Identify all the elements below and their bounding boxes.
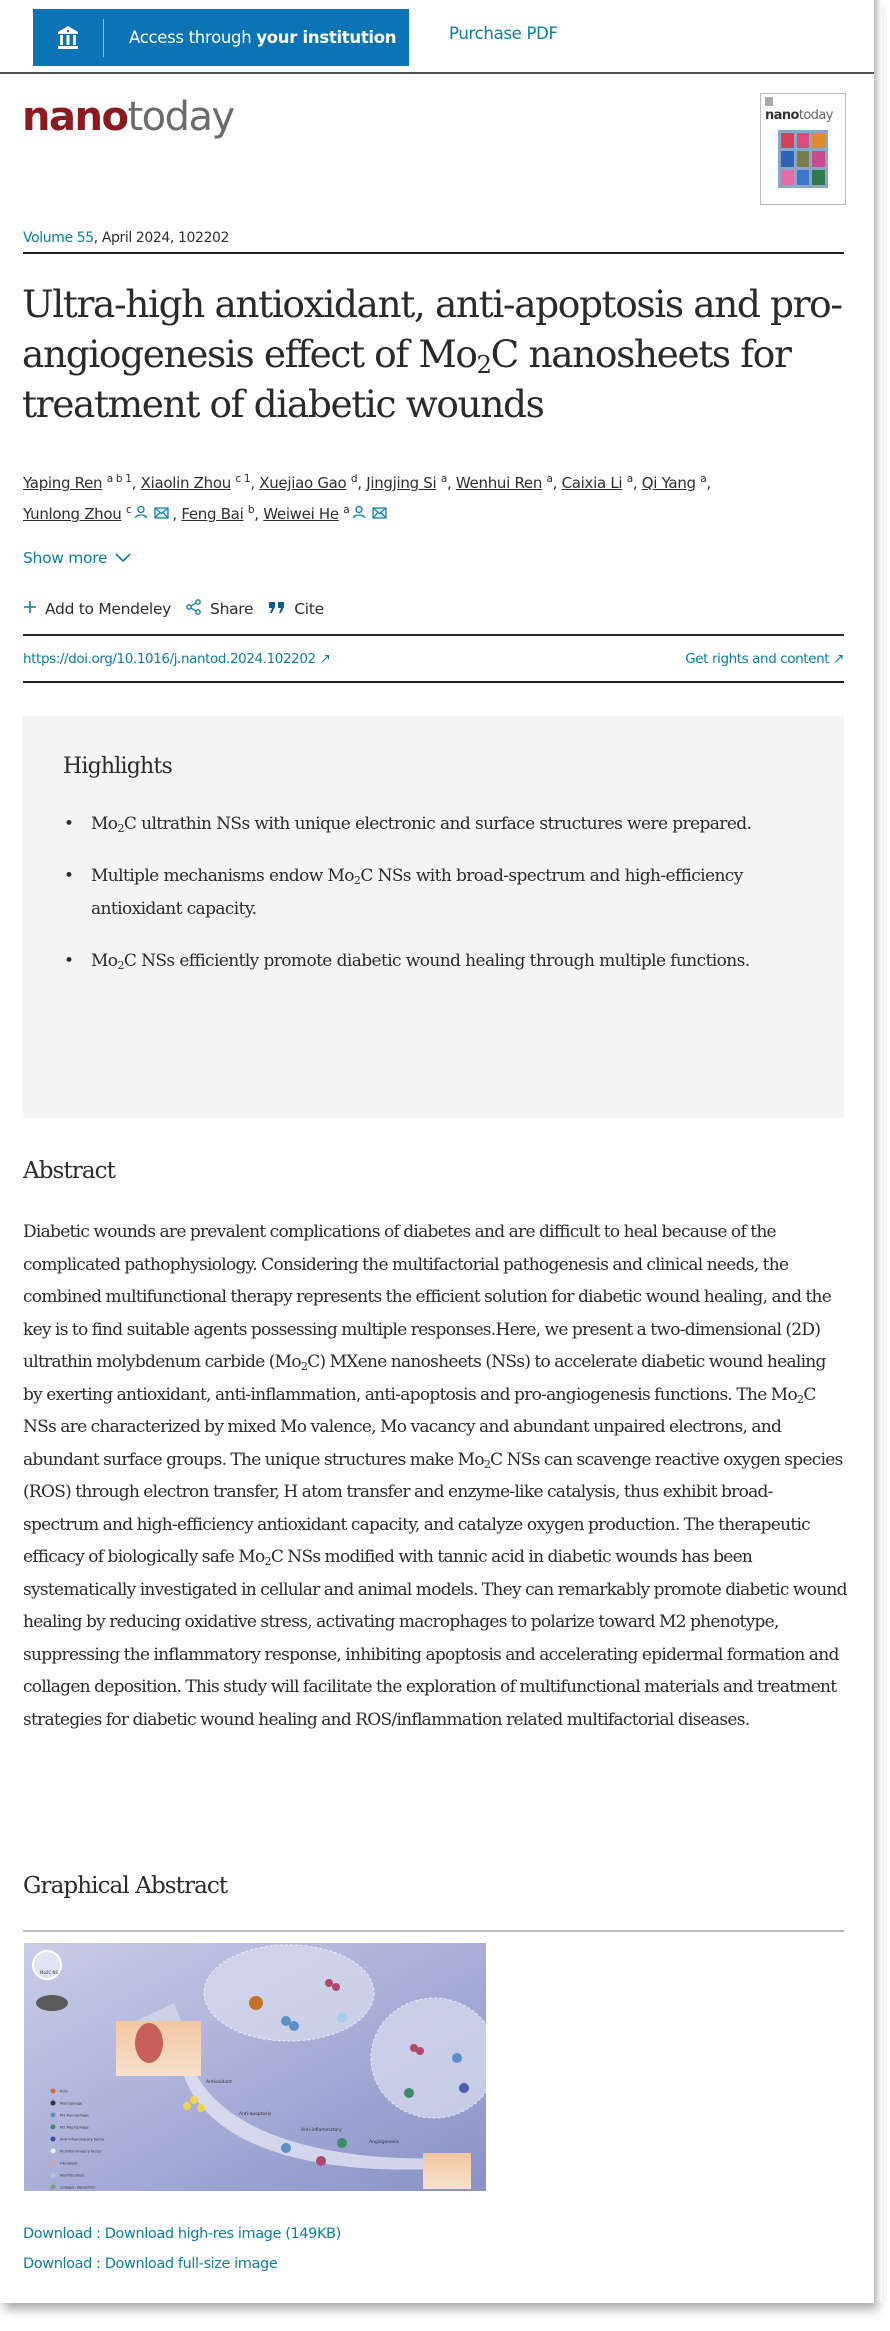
share-icon <box>186 599 202 619</box>
affiliation-marker[interactable]: a <box>440 473 447 485</box>
purchase-pdf-link[interactable]: Purchase PDF <box>449 24 558 43</box>
affiliation-marker[interactable]: c <box>125 504 132 516</box>
author-entry: Wenhui Ren $^a$, <box>455 473 562 492</box>
cover-artwork <box>778 130 828 188</box>
mail-icon[interactable] <box>154 501 169 528</box>
issue-date: , April 2024, 102202 <box>93 230 230 246</box>
affiliation-marker[interactable]: a <box>343 504 350 516</box>
get-rights-link[interactable]: Get rights and content ↗ <box>685 651 844 667</box>
author-link[interactable]: Xuejiao Gao <box>259 474 347 492</box>
author-link[interactable]: Caixia Li <box>561 474 623 492</box>
highlights-list <box>63 808 803 997</box>
journal-cover-thumbnail[interactable] <box>760 93 846 205</box>
graphical-abstract-image[interactable] <box>24 1943 486 2191</box>
elsevier-logo-icon <box>765 97 773 106</box>
author-entry <box>263 505 390 523</box>
volume-link[interactable]: Volume 55 <box>23 230 94 246</box>
abstract-heading: Abstract <box>23 1158 116 1184</box>
author-entry: Qi Yang $^a$, <box>641 473 711 492</box>
divider <box>23 1930 844 1932</box>
add-to-mendeley-button[interactable] <box>23 600 171 618</box>
affiliation-marker[interactable]: a <box>626 473 633 485</box>
author-entry: Yunlong Zhou $^c$ , <box>23 505 181 523</box>
cite-label: Cite <box>294 600 324 618</box>
person-icon[interactable] <box>134 501 148 528</box>
download-high-res-link[interactable]: Download : Download high-res image (149KB) <box>23 2226 341 2242</box>
author-entry: Yaping Ren $^{a b 1}$, <box>23 473 141 492</box>
label-antioxidant: Antioxidant <box>206 2080 232 2085</box>
article-title: Ultra-high antioxidant, anti-apoptosis and pro-angiogenesis effect of $Mo_2C$ nanosheets for treatment of diabetic wounds <box>22 282 842 426</box>
chevron-down-icon <box>115 549 131 567</box>
share-button[interactable] <box>186 599 253 619</box>
inset-label: Mo2C NS <box>40 1970 59 1975</box>
cover-logo-today: today <box>798 108 833 123</box>
mendeley-label: Add to Mendeley <box>45 600 172 618</box>
author-link[interactable]: Qi Yang <box>641 474 696 492</box>
author-link[interactable]: Xiaolin Zhou <box>140 474 231 492</box>
author-entry: Caixia Li $^a$, <box>561 473 642 492</box>
svg-text:Collagen deposition: Collagen deposition <box>60 2185 96 2190</box>
graphical-abstract-heading: Graphical Abstract <box>23 1873 228 1899</box>
person-icon[interactable] <box>352 501 366 528</box>
quote-icon <box>268 600 286 618</box>
author-link[interactable]: Yaping Ren <box>23 474 103 492</box>
logo-nano: nano <box>22 94 128 140</box>
logo-today: today <box>127 94 234 140</box>
show-more-button[interactable] <box>23 549 131 567</box>
page-shadow <box>874 0 882 2303</box>
citation-line <box>23 230 229 246</box>
author-link[interactable]: Feng Bai <box>181 505 244 523</box>
download-full-size-link[interactable]: Download : Download full-size image <box>23 2256 278 2272</box>
share-label: Share <box>210 600 254 618</box>
label-angiogenesis: Angiogenesis <box>369 2140 399 2145</box>
svg-text:M1 Macrophage: M1 Macrophage <box>60 2113 89 2118</box>
journal-logo[interactable] <box>22 94 234 140</box>
highlights-heading: Highlights <box>63 754 172 779</box>
svg-text:Macrophage: Macrophage <box>60 2101 83 2106</box>
cover-logo-nano: nano <box>765 108 799 123</box>
affiliation-marker[interactable]: d <box>350 473 358 485</box>
author-link[interactable]: Yunlong Zhou <box>23 505 122 523</box>
abstract-text: Diabetic wounds are prevalent complications of diabetes and are difficult to heal because of the complicated pathophysiology. Considering the multifactorial pathogenesis and clinical needs, the combined multifunctional therapy represents the efficient solution for diabetic wound healing, and the key is to find suitable agents possessing multiple responses.Here, we present a two-dimensional (2D) ultrathin molybdenum carbide $(Mo_2C)$ MXene nanosheets (NSs) to accelerate diabetic wound healing by exerting antioxidant, anti-inflammation, anti-apoptosis and pro-angiogenesis functions. The $Mo_2C$ NSs are characterized by mixed Mo valence, Mo vacancy and abundant unpaired electrons, and abundant surface groups. The unique structures make $Mo_2C$ NSs can scavenge reactive oxygen species (ROS) through electron transfer, H atom transfer and enzyme-like catalysis, thus exhibit broad-spectrum and high-efficiency antioxidant capacity, and catalyze oxygen production. The therapeutic efficacy of biologically safe $Mo_2C$ NSs modified with tannic acid in diabetic wounds has been systematically investigated in cellular and animal models. They can remarkably promote diabetic wound healing by reducing oxidative stress, activating macrophages to polarize toward M2 phenotype, suppressing the inflammatory response, inhibiting apoptosis and accelerating epidermal formation and collagen deposition. This study will facilitate the exploration of multifunctional materials and treatment strategies for diabetic wound healing and ROS/inflammation related multifactorial diseases. <box>23 1222 847 1730</box>
divider <box>23 252 844 254</box>
svg-text:M2 Macrophage: M2 Macrophage <box>60 2125 89 2130</box>
cite-button[interactable] <box>268 600 324 618</box>
author-link[interactable]: Jingjing Si <box>366 474 437 492</box>
access-bar <box>0 0 874 74</box>
highlight-item: • $Mo_2C$ NSs efficiently promote diabetic wound healing through multiple functions. <box>63 945 803 978</box>
affiliation-marker[interactable]: c 1 <box>235 473 251 485</box>
institution-icon <box>33 25 103 51</box>
svg-text:Myofibroblast: Myofibroblast <box>60 2173 85 2178</box>
divider <box>23 634 844 636</box>
affiliation-marker[interactable]: a <box>546 473 553 485</box>
detail-ellipse-1 <box>204 1945 374 2041</box>
author-entry: Jingjing Si $^a$, <box>366 473 456 492</box>
svg-text:Anti-inflammatory factor: Anti-inflammatory factor <box>60 2137 105 2142</box>
affiliation-marker[interactable]: b <box>247 504 255 516</box>
access-label-bold: your institution <box>256 28 397 47</box>
author-entry: Xuejiao Gao $^d$, <box>259 473 367 492</box>
highlight-item: • $Mo_2C$ ultrathin NSs with unique electronic and surface structures were prepared. <box>63 808 803 841</box>
mail-icon[interactable] <box>372 501 387 528</box>
svg-text:Proinflammatory factor: Proinflammatory factor <box>60 2149 102 2154</box>
healed-skin <box>423 2153 471 2189</box>
label-anti-inflammatory: Anti-inflammatory <box>301 2128 342 2133</box>
author-list <box>23 466 853 528</box>
access-label: Access through <box>129 28 257 47</box>
divider <box>23 681 844 683</box>
svg-text:ROS: ROS <box>60 2089 68 2094</box>
external-link-icon: ↗ <box>833 651 844 667</box>
highlights-section <box>23 716 844 1118</box>
affiliation-marker[interactable]: a <box>700 473 707 485</box>
author-link[interactable]: Wenhui Ren <box>455 474 543 492</box>
author-entry: Xiaolin Zhou $^{c 1}$, <box>140 473 260 492</box>
label-anti-apoptosis: Anti-apoptosis <box>239 2112 272 2117</box>
plus-icon <box>23 600 37 618</box>
author-link[interactable]: Weiwei He <box>263 505 339 523</box>
author-entry: Feng Bai $^b$, <box>181 504 264 523</box>
affiliation-marker[interactable]: a b 1 <box>106 473 132 485</box>
access-through-institution-button[interactable] <box>33 9 409 66</box>
highlight-item: • Multiple mechanisms endow $Mo_2C$ NSs with broad-spectrum and high-efficiency antioxidant capacity. <box>63 860 803 926</box>
article-actions <box>23 599 339 619</box>
doi-link[interactable]: https://doi.org/10.1016/j.nantod.2024.102202 ↗ <box>23 651 331 667</box>
external-link-icon: ↗ <box>319 651 331 667</box>
svg-text:Fibroblast: Fibroblast <box>60 2161 78 2166</box>
show-more-label: Show more <box>23 549 108 567</box>
mouse <box>36 1995 68 2011</box>
